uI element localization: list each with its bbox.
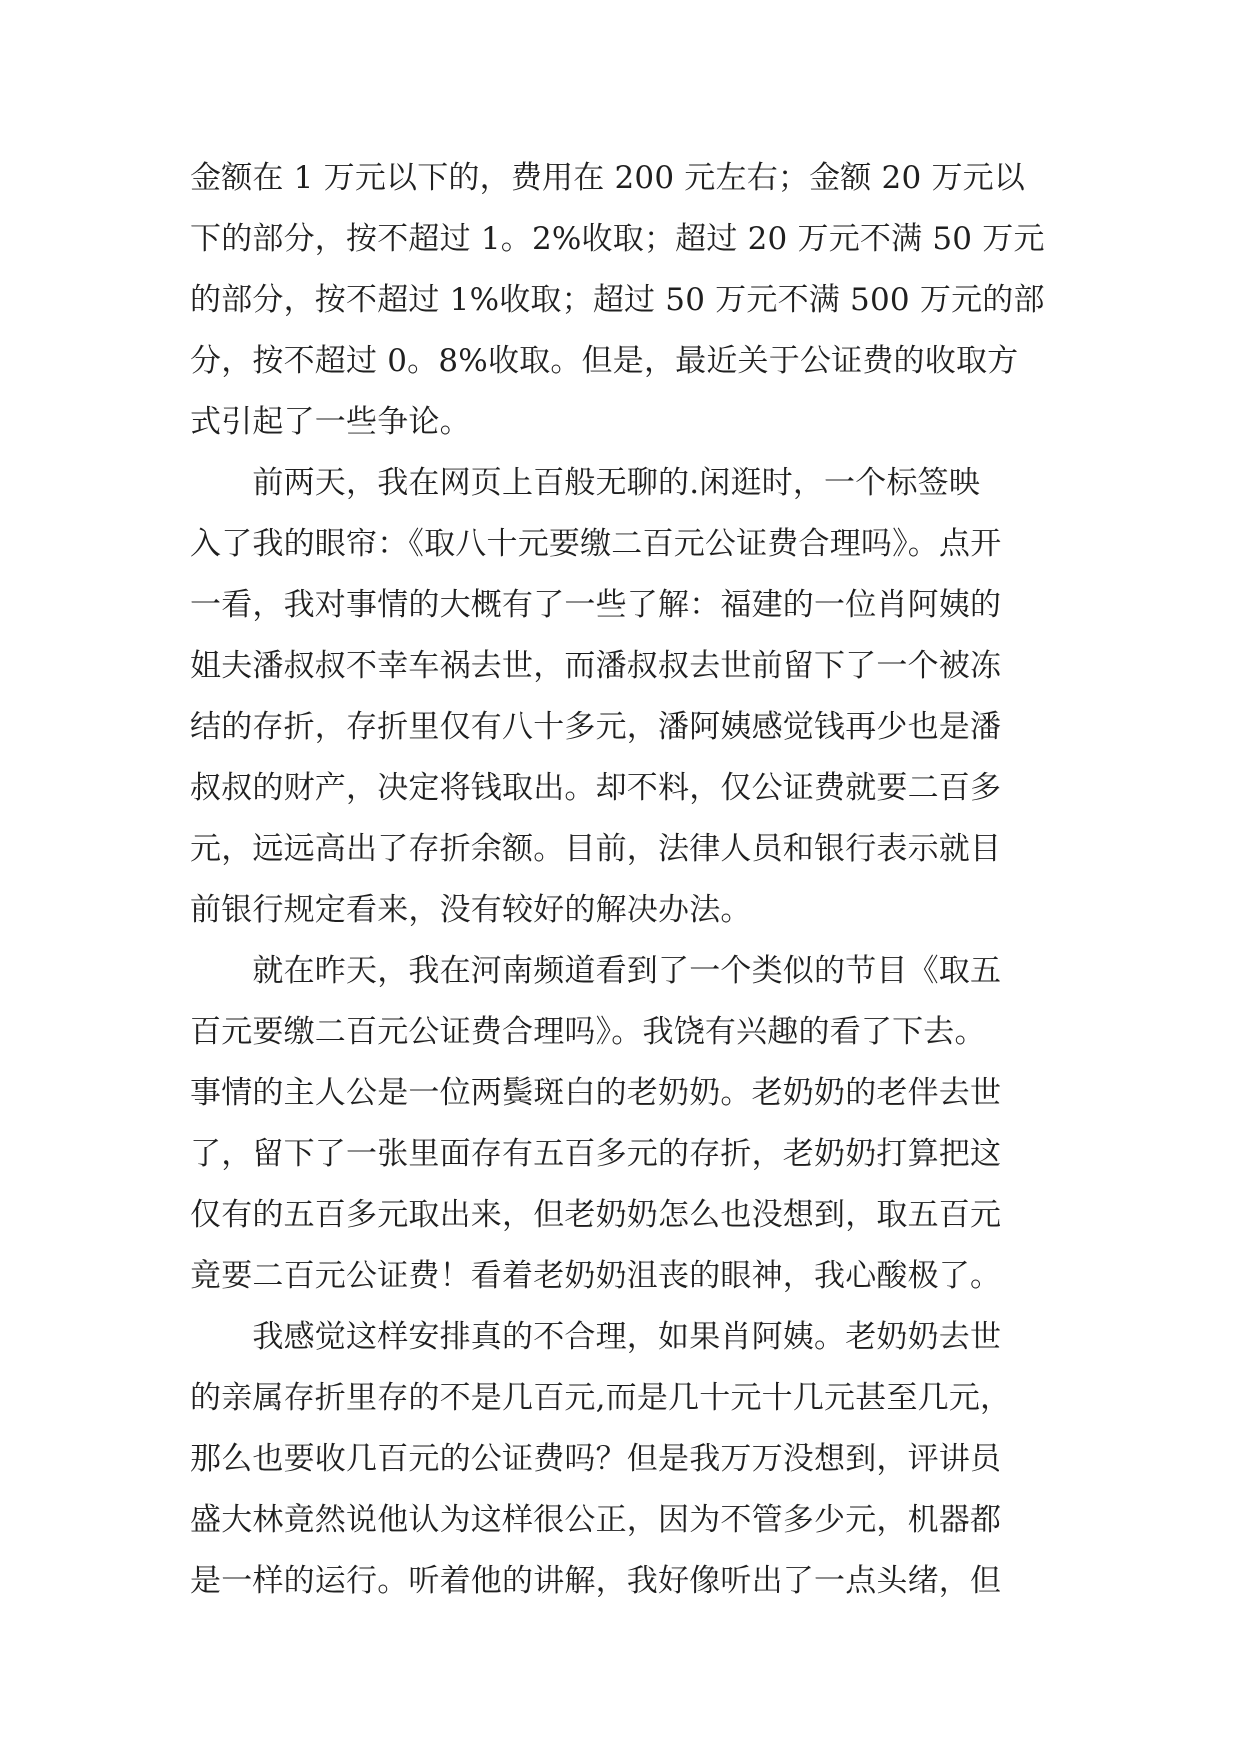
text-line: 入了我的眼帘：《取八十元要缴二百元公证费合理吗》。点开	[190, 526, 1002, 562]
text-line: 一看，我对事情的大概有了一些了解：福建的一位肖阿姨的	[190, 587, 1002, 623]
text-line: 竟要二百元公证费！看着老奶奶沮丧的眼神，我心酸极了。	[190, 1258, 1002, 1294]
text-line: 仅有的五百多元取出来，但老奶奶怎么也没想到，取五百元	[190, 1197, 1002, 1233]
text-line: 了，留下了一张里面存有五百多元的存折，老奶奶打算把这	[190, 1136, 1002, 1172]
text-line: 就在昨天，我在河南频道看到了一个类似的节目《取五	[190, 953, 1002, 989]
text-line: 的部分，按不超过 1%收取；超过 50 万元不满 500 万元的部	[190, 282, 1045, 318]
text-line: 的亲属存折里存的不是几百元,而是几十元十几元甚至几元，	[190, 1380, 1012, 1416]
text-line: 姐夫潘叔叔不幸车祸去世，而潘叔叔去世前留下了一个被冻	[190, 648, 1002, 684]
text-line: 事情的主人公是一位两鬓斑白的老奶奶。老奶奶的老伴去世	[190, 1075, 1002, 1111]
text-line: 下的部分，按不超过 1。2%收取；超过 20 万元不满 50 万元	[190, 221, 1045, 257]
text-line: 叔叔的财产，决定将钱取出。却不料，仅公证费就要二百多	[190, 770, 1002, 806]
text-line: 式引起了一些争论。	[190, 404, 471, 440]
text-line: 那么也要收几百元的公证费吗？但是我万万没想到，评讲员	[190, 1441, 1002, 1477]
text-line: 百元要缴二百元公证费合理吗》。我饶有兴趣的看了下去。	[190, 1014, 986, 1050]
text-line: 前银行规定看来，没有较好的解决办法。	[190, 892, 752, 928]
text-line: 金额在 1 万元以下的，费用在 200 元左右；金额 20 万元以	[190, 160, 1026, 196]
text-line: 盛大林竟然说他认为这样很公正，因为不管多少元，机器都	[190, 1502, 1002, 1538]
text-line: 结的存折，存折里仅有八十多元，潘阿姨感觉钱再少也是潘	[190, 709, 1002, 745]
text-line: 前两天，我在网页上百般无聊的.闲逛时，一个标签映	[190, 465, 981, 501]
text-line: 元，远远高出了存折余额。目前，法律人员和银行表示就目	[190, 831, 1002, 867]
text-line: 我感觉这样安排真的不合理，如果肖阿姨。老奶奶去世	[190, 1319, 1002, 1355]
document-body	[190, 148, 1060, 1612]
text-line: 分，按不超过 0。8%收取。但是，最近关于公证费的收取方	[190, 343, 1019, 379]
text-line: 是一样的运行。听着他的讲解，我好像听出了一点头绪，但	[190, 1563, 1002, 1599]
